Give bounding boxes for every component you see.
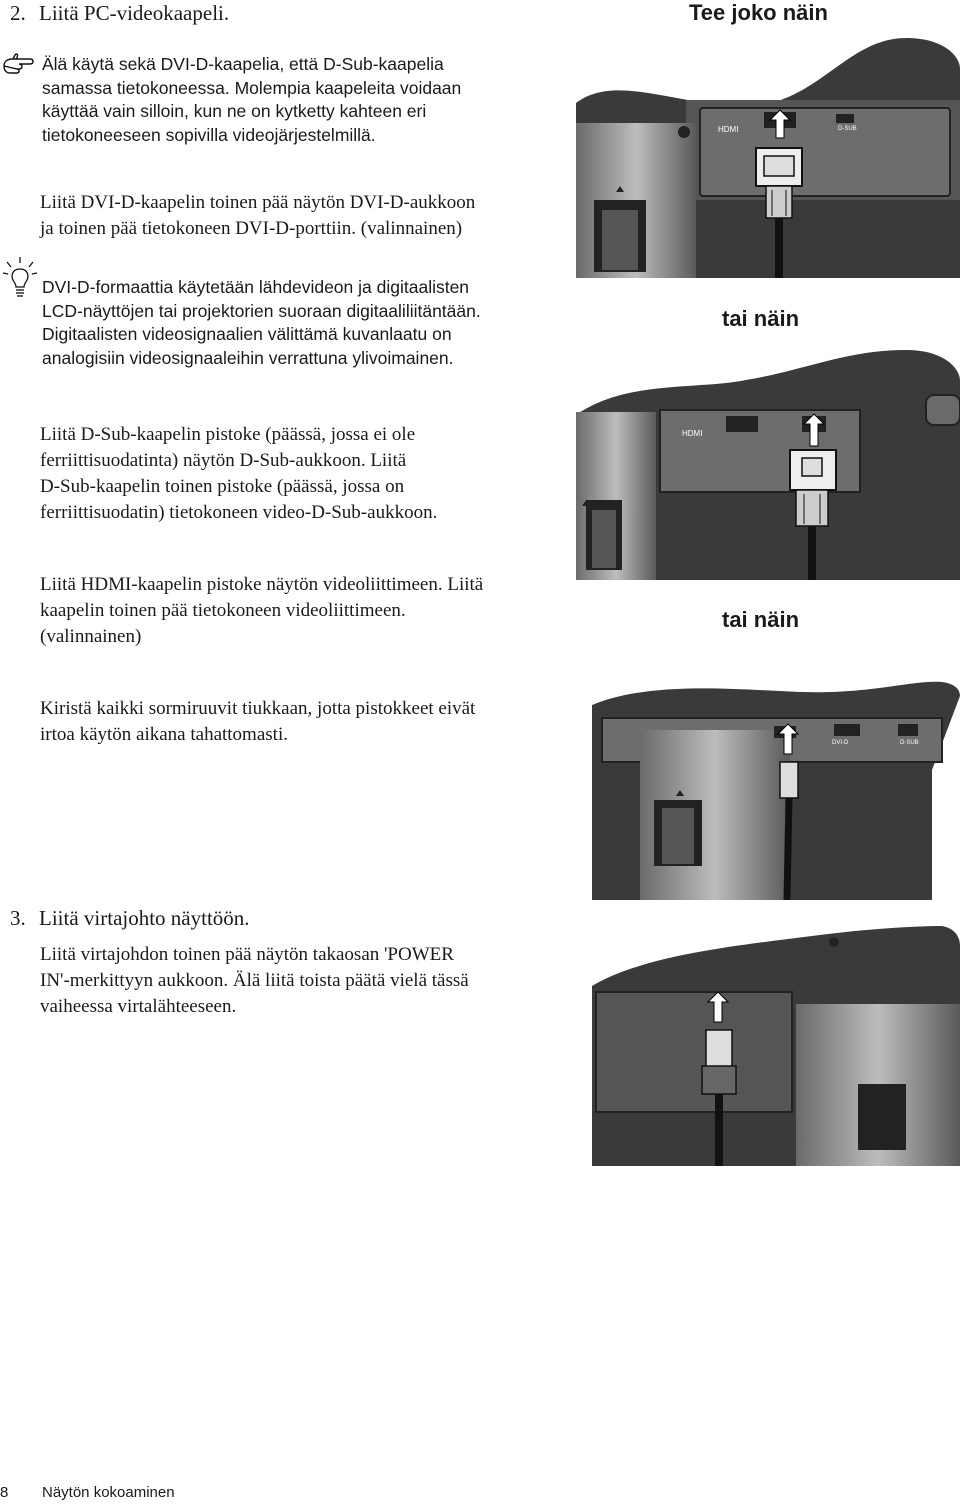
page-number: 8 bbox=[0, 1484, 9, 1501]
note-line: samassa tietokoneessa. Molempia kaapeleita voidaan bbox=[42, 77, 462, 98]
tip-line: LCD-näyttöjen tai projektorien suoraan digitaaliliitäntään. bbox=[42, 300, 481, 321]
note-line: käyttää vain silloin, kun ne on kytketty kahteen eri bbox=[42, 101, 427, 121]
hdmi-line: Liitä HDMI-kaapelin pistoke näytön videoliittimeen. Liitä bbox=[40, 574, 484, 595]
step-title: Liitä virtajohto näyttöön. bbox=[39, 906, 250, 930]
note-text bbox=[42, 53, 562, 147]
dvid-port-label: DVI-D bbox=[832, 740, 849, 746]
hdmi-port-label: HDMI bbox=[682, 429, 703, 438]
dsub-line: Liitä D-Sub-kaapelin pistoke (päässä, jossa ei ole bbox=[40, 424, 416, 445]
footer-section-title: Näytön kokoaminen bbox=[42, 1484, 175, 1501]
screw-instruction bbox=[40, 696, 580, 748]
step-title: Liitä PC-videokaapeli. bbox=[39, 1, 230, 25]
tip-line: DVI-D-formaattia käytetään lähdevideon ja digitaalisten bbox=[42, 277, 470, 297]
hdmi-line: kaapelin toinen pää tietokoneen videoliittimeen. bbox=[40, 600, 406, 621]
label-do-this: Tee joko näin bbox=[689, 0, 828, 25]
tip-text bbox=[42, 276, 582, 370]
dsub-connection-illustration bbox=[576, 350, 960, 585]
screw-line: Kiristä kaikki sormiruuvit tiukkaan, jotta pistokkeet eivät bbox=[40, 698, 476, 719]
hdmi-port-label: HDMI bbox=[718, 125, 739, 134]
step-number: 3. bbox=[10, 906, 26, 930]
screw-line: irtoa käytön aikana tahattomasti. bbox=[40, 724, 288, 745]
lightbulb-icon bbox=[2, 256, 38, 305]
dvi-line: Liitä DVI-D-kaapelin toinen pää näytön DVI-D-aukkoon bbox=[40, 192, 476, 213]
label-or-2: tai näin bbox=[722, 607, 800, 632]
tip-line: Digitaalisten videosignaalien välittämä kuvanlaatu on bbox=[42, 324, 452, 344]
pointing-hand-icon bbox=[2, 52, 34, 79]
power-line: Liitä virtajohdon toinen pää näytön takaosan 'POWER bbox=[40, 944, 454, 965]
step-number: 2. bbox=[10, 1, 26, 25]
note-line: Älä käytä sekä DVI-D-kaapelia, että D-Sub-kaapelia bbox=[42, 54, 444, 74]
note-line: tietokoneeseen sopivilla videojärjestelmillä. bbox=[42, 124, 376, 145]
dvi-connection-illustration bbox=[576, 28, 960, 283]
hdmi-line: (valinnainen) bbox=[40, 626, 142, 647]
label-or-1: tai näin bbox=[722, 306, 800, 331]
power-instruction bbox=[40, 942, 580, 1020]
dsub-line: ferriittisuodatinta) näytön D-Sub-aukkoon. Liitä bbox=[40, 450, 407, 471]
dvi-instruction bbox=[40, 190, 580, 242]
power-line: vaiheessa virtalähteeseen. bbox=[40, 996, 237, 1017]
dsub-port-label: D-SUB bbox=[838, 126, 857, 132]
dsub-line: ferriittisuodatin) tietokoneen video-D-Sub-aukkoon. bbox=[40, 502, 438, 523]
step2-heading bbox=[10, 0, 229, 26]
step3-heading bbox=[10, 905, 250, 931]
hdmi-connection-illustration bbox=[592, 670, 960, 905]
dsub-port-label: D-SUB bbox=[900, 740, 919, 746]
dvi-line: ja toinen pää tietokoneen DVI-D-porttiin. (valinnainen) bbox=[40, 218, 463, 239]
tip-line: analogisiin videosignaaleihin verrattuna ylivoimainen. bbox=[42, 347, 454, 368]
dsub-line: D-Sub-kaapelin toinen pistoke (päässä, jossa on bbox=[40, 476, 405, 497]
power-connection-illustration bbox=[592, 926, 960, 1171]
dsub-instruction bbox=[40, 422, 580, 526]
hdmi-instruction bbox=[40, 572, 580, 650]
power-line: IN'-merkittyyn aukkoon. Älä liitä toista päätä vielä tässä bbox=[40, 970, 469, 991]
